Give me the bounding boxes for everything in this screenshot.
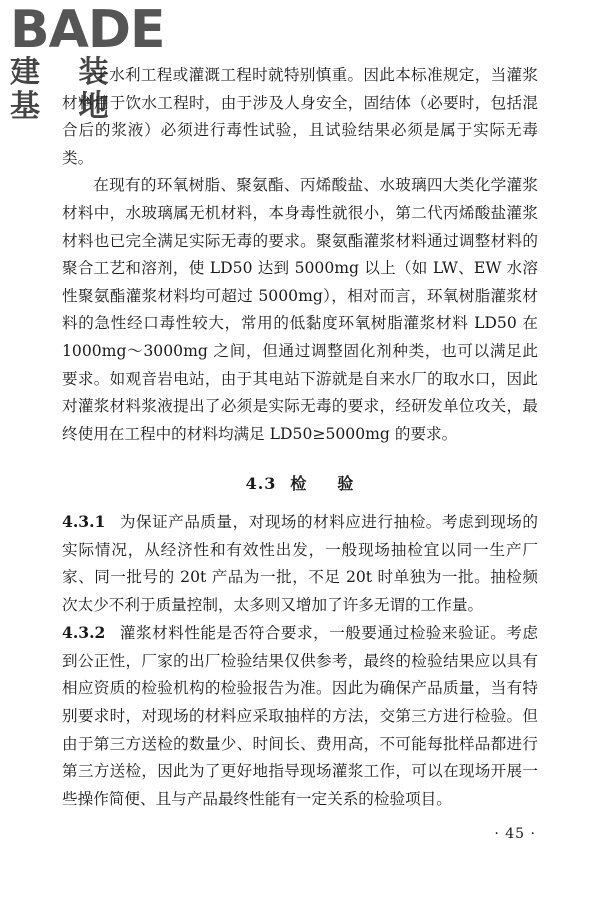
clause-4-3-2 bbox=[62, 619, 538, 813]
paragraph: 在现有的环氧树脂、聚氨酯、丙烯酸盐、水玻璃四大类化学灌浆材料中，水玻璃属无机材料，本身毒性就很小，第二代丙烯酸盐灌浆材料也已完全满足实际无毒的要求。聚氨酯灌浆材料通过调整材料的聚合工艺和溶剂，使 LD50 达到 5000mg 以上（如 LW、EW 水溶性聚氨酯灌浆材料均可超过 5000mg），相对而言，环氧树脂灌浆材料的急性经口毒性较大，常用的低黏度环氧树脂灌浆材料 LD50 在 1000mg～3000mg 之间，但通过调整固化剂种类，也可以满足此要求。如观音岩电站，由于其电站下游就是自来水厂的取水口，因此对灌浆材料浆液提出了必须是实际无毒的要求，经研发单位攻关，最终使用在工程中的材料均满足 LD50≥5000mg 的要求。 bbox=[62, 176, 538, 443]
section-heading bbox=[62, 470, 538, 498]
clause-text: 灌浆材料性能是否符合要求，一般要通过检验来验证。考虑到公正性，厂家的出厂检验结果仅供参考，最终的检验结果应以具有相应资质的检验机构的检验报告为准。因此为确保产品质量，当有特别要求时，对现场的材料应采取抽样的方法，交第三方进行检验。但由于第三方送检的数量少、时间长、费用高，不可能每批样品都进行第三方送检，因此为了更好地指导现场灌浆工作，可以在现场开展一些操作简便、且与产品最终性能有一定关系的检验项目。 bbox=[62, 624, 538, 808]
page-number: · 45 · bbox=[494, 826, 536, 842]
logo-chinese-text: 建 装 基 地 bbox=[10, 55, 123, 124]
section-title-char-2: 验 bbox=[337, 474, 355, 494]
page-body bbox=[62, 62, 538, 813]
section-title-char-1: 检 bbox=[290, 474, 308, 494]
clause-text: 为保证产品质量，对现场的材料应进行抽检。考虑到现场的实际情况，从经济性和有效性出发，一般现场抽检宜以同一生产厂家、同一批号的 20t 产品为一批，不足 20t 时单独为一批。抽检频次太少不利于质量控制，太多则又增加了许多无谓的工作量。 bbox=[62, 512, 538, 614]
clause-4-3-1 bbox=[62, 508, 538, 619]
section-number: 4.3 bbox=[245, 474, 277, 494]
clause-number: 4.3.2 bbox=[62, 623, 106, 643]
paragraph-continued: 于水利工程或灌溉工程时就特别慎重。因此本标准规定，当灌浆材料用于饮水工程时，由于涉及人身安全，固结体（必要时，包括混合后的浆液）必须进行毒性试验，且试验结果必须是属于实际无毒类。 bbox=[62, 66, 538, 167]
clause-number: 4.3.1 bbox=[62, 511, 106, 531]
logo-latin-text: BADE bbox=[10, 0, 165, 60]
